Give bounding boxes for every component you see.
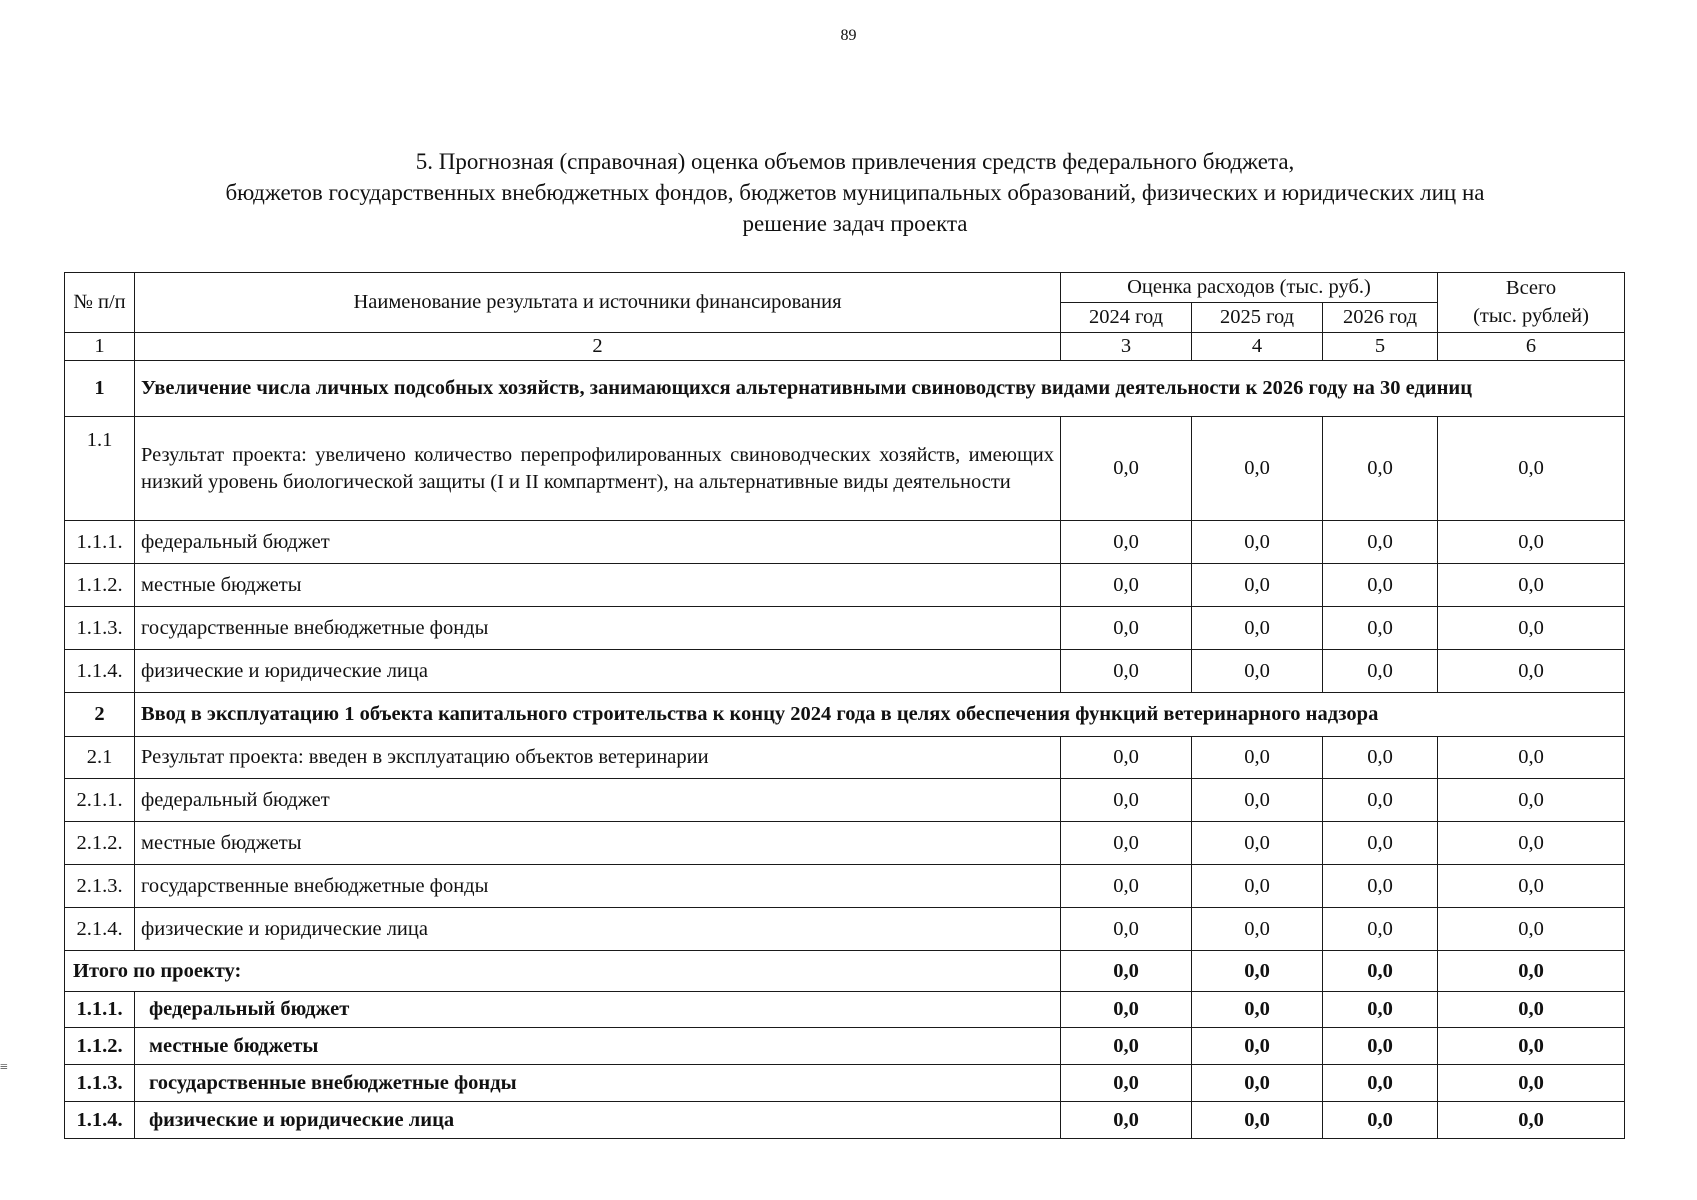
row-name: федеральный бюджет — [135, 521, 1061, 564]
total-value-cell: 0,0 — [1323, 951, 1438, 992]
table-row — [65, 650, 1625, 693]
value-cell: 0,0 — [1192, 564, 1323, 607]
value-cell: 0,0 — [1061, 908, 1192, 951]
value-cell: 0,0 — [1438, 417, 1625, 521]
section-title: Увеличение числа личных подсобных хозяйств, занимающихся альтернативными свиноводству видами деятельности к 2026 году на 30 единиц — [135, 361, 1625, 417]
col-number: 1 — [65, 333, 135, 361]
table-row — [65, 417, 1625, 521]
value-cell: 0,0 — [1323, 908, 1438, 951]
value-cell: 0,0 — [1323, 779, 1438, 822]
financing-table — [64, 272, 1625, 1139]
row-number: 1 — [65, 361, 135, 417]
value-cell: 0,0 — [1323, 564, 1438, 607]
value-cell: 0,0 — [1192, 992, 1323, 1028]
row-number: 2.1.4. — [65, 908, 135, 951]
value-cell: 0,0 — [1061, 607, 1192, 650]
value-cell: 0,0 — [1438, 1102, 1625, 1139]
value-cell: 0,0 — [1061, 564, 1192, 607]
value-cell: 0,0 — [1192, 822, 1323, 865]
row-number: 1.1 — [65, 417, 135, 521]
total-breakdown-row — [65, 1102, 1625, 1139]
value-cell: 0,0 — [1438, 737, 1625, 779]
value-cell: 0,0 — [1438, 992, 1625, 1028]
header-name: Наименование результата и источники финансирования — [135, 273, 1061, 333]
value-cell: 0,0 — [1438, 607, 1625, 650]
value-cell: 0,0 — [1192, 1102, 1323, 1139]
row-name: местные бюджеты — [135, 1028, 1061, 1065]
value-cell: 0,0 — [1438, 1028, 1625, 1065]
row-number: 1.1.2. — [65, 1028, 135, 1065]
section-row — [65, 361, 1625, 417]
value-cell: 0,0 — [1438, 779, 1625, 822]
value-cell: 0,0 — [1192, 908, 1323, 951]
col-number: 3 — [1061, 333, 1192, 361]
table-row — [65, 737, 1625, 779]
value-cell: 0,0 — [1323, 737, 1438, 779]
row-number: 2.1 — [65, 737, 135, 779]
col-number: 5 — [1323, 333, 1438, 361]
value-cell: 0,0 — [1438, 822, 1625, 865]
table-row — [65, 607, 1625, 650]
value-cell: 0,0 — [1323, 1065, 1438, 1102]
margin-marks: ≡ — [0, 1060, 8, 1075]
row-number: 2.1.1. — [65, 779, 135, 822]
row-name: федеральный бюджет — [135, 992, 1061, 1028]
table-row — [65, 564, 1625, 607]
value-cell: 0,0 — [1192, 607, 1323, 650]
row-name: государственные внебюджетные фонды — [135, 607, 1061, 650]
value-cell: 0,0 — [1438, 1065, 1625, 1102]
row-name: Результат проекта: увеличено количество перепрофилированных свиноводческих хозяйств, имеющих низкий уровень биологической защиты (I и II компартмент), на альтернативные виды деятельности — [135, 417, 1061, 521]
value-cell: 0,0 — [1061, 822, 1192, 865]
row-number: 1.1.1. — [65, 521, 135, 564]
total-label: Итого по проекту: — [65, 951, 1061, 992]
value-cell: 0,0 — [1192, 650, 1323, 693]
header-year-2025: 2025 год — [1192, 303, 1323, 333]
value-cell: 0,0 — [1192, 521, 1323, 564]
row-name: Результат проекта: введен в эксплуатацию объектов ветеринарии — [135, 737, 1061, 779]
table-row — [65, 779, 1625, 822]
header-total-line1: Всего — [1505, 277, 1557, 300]
table-row — [65, 908, 1625, 951]
row-name: федеральный бюджет — [135, 779, 1061, 822]
row-number: 1.1.1. — [65, 992, 135, 1028]
value-cell: 0,0 — [1192, 417, 1323, 521]
row-name: местные бюджеты — [135, 822, 1061, 865]
table-row — [65, 822, 1625, 865]
value-cell: 0,0 — [1192, 1028, 1323, 1065]
value-cell: 0,0 — [1323, 992, 1438, 1028]
value-cell: 0,0 — [1323, 417, 1438, 521]
value-cell: 0,0 — [1323, 865, 1438, 908]
header-total — [1438, 273, 1625, 333]
total-breakdown-row — [65, 992, 1625, 1028]
value-cell: 0,0 — [1061, 1028, 1192, 1065]
col-number: 6 — [1438, 333, 1625, 361]
value-cell: 0,0 — [1061, 1102, 1192, 1139]
title-line-1: 5. Прогнозная (справочная) оценка объемов привлечения средств федерального бюджета, — [415, 149, 1295, 174]
total-breakdown-row — [65, 1028, 1625, 1065]
value-cell: 0,0 — [1438, 865, 1625, 908]
value-cell: 0,0 — [1192, 737, 1323, 779]
header-total-line2: (тыс. рублей) — [1473, 304, 1589, 327]
value-cell: 0,0 — [1192, 779, 1323, 822]
value-cell: 0,0 — [1061, 737, 1192, 779]
row-number: 2.1.3. — [65, 865, 135, 908]
section-title: Ввод в эксплуатацию 1 объекта капитального строительства к концу 2024 года в целях обеспечения функций ветеринарного надзора — [135, 693, 1625, 737]
row-number: 2 — [65, 693, 135, 737]
value-cell: 0,0 — [1438, 521, 1625, 564]
value-cell: 0,0 — [1061, 417, 1192, 521]
value-cell: 0,0 — [1061, 779, 1192, 822]
row-number: 1.1.3. — [65, 607, 135, 650]
row-name: физические и юридические лица — [135, 650, 1061, 693]
value-cell: 0,0 — [1323, 650, 1438, 693]
row-name: физические и юридические лица — [135, 908, 1061, 951]
total-value-cell: 0,0 — [1438, 951, 1625, 992]
header-year-2024: 2024 год — [1061, 303, 1192, 333]
col-number: 4 — [1192, 333, 1323, 361]
value-cell: 0,0 — [1323, 521, 1438, 564]
row-name: государственные внебюджетные фонды — [135, 865, 1061, 908]
header-estimate: Оценка расходов (тыс. руб.) — [1061, 273, 1438, 303]
value-cell: 0,0 — [1061, 865, 1192, 908]
value-cell: 0,0 — [1323, 1028, 1438, 1065]
row-number: 1.1.3. — [65, 1065, 135, 1102]
page-number: 89 — [840, 27, 857, 44]
value-cell: 0,0 — [1192, 1065, 1323, 1102]
row-name: местные бюджеты — [135, 564, 1061, 607]
row-number: 1.1.4. — [65, 650, 135, 693]
col-number: 2 — [135, 333, 1061, 361]
section-row — [65, 693, 1625, 737]
table-row — [65, 865, 1625, 908]
total-breakdown-row — [65, 1065, 1625, 1102]
total-value-cell: 0,0 — [1192, 951, 1323, 992]
header-year-2026: 2026 год — [1323, 303, 1438, 333]
title-line-2: бюджетов государственных внебюджетных фондов, бюджетов муниципальных образований, физических и юридических лиц на — [225, 180, 1485, 205]
value-cell: 0,0 — [1061, 650, 1192, 693]
row-name: государственные внебюджетные фонды — [135, 1065, 1061, 1102]
value-cell: 0,0 — [1438, 908, 1625, 951]
header-num: № п/п — [65, 273, 135, 333]
document-title — [60, 146, 1650, 239]
row-number: 1.1.4. — [65, 1102, 135, 1139]
table-row — [65, 521, 1625, 564]
total-row — [65, 951, 1625, 992]
value-cell: 0,0 — [1438, 650, 1625, 693]
value-cell: 0,0 — [1323, 607, 1438, 650]
value-cell: 0,0 — [1438, 564, 1625, 607]
row-number: 1.1.2. — [65, 564, 135, 607]
value-cell: 0,0 — [1192, 865, 1323, 908]
title-line-3: решение задач проекта — [742, 211, 968, 236]
row-name: физические и юридические лица — [135, 1102, 1061, 1139]
total-value-cell: 0,0 — [1061, 951, 1192, 992]
value-cell: 0,0 — [1323, 822, 1438, 865]
value-cell: 0,0 — [1061, 1065, 1192, 1102]
row-number: 2.1.2. — [65, 822, 135, 865]
value-cell: 0,0 — [1323, 1102, 1438, 1139]
value-cell: 0,0 — [1061, 992, 1192, 1028]
value-cell: 0,0 — [1061, 521, 1192, 564]
